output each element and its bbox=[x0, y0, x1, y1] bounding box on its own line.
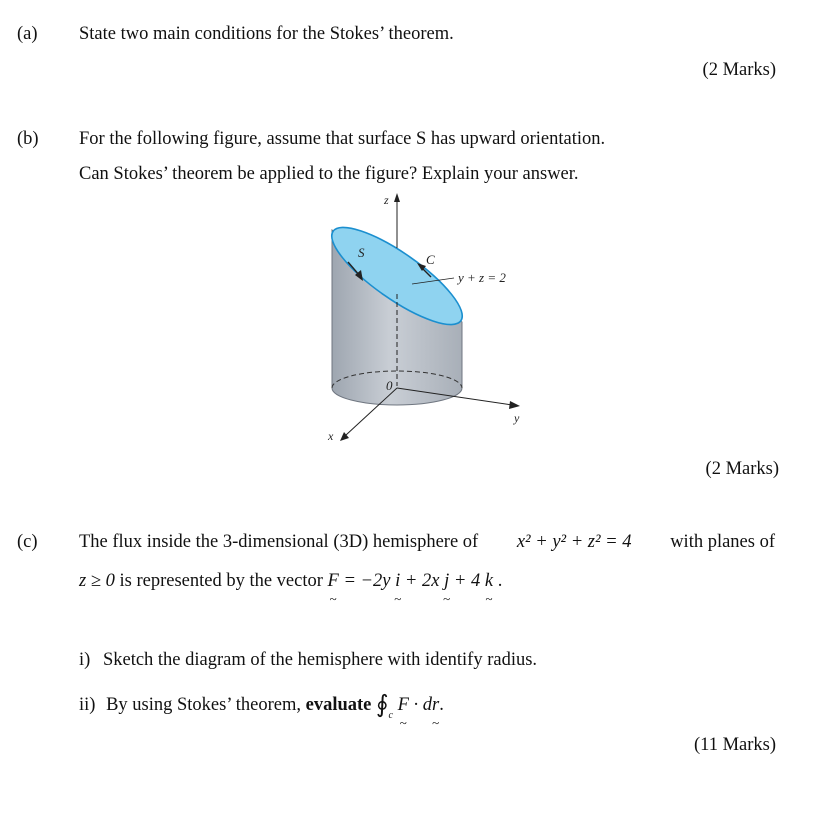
part-c-line1: The flux inside the 3-dimensional (3D) hemisphere of x² + y² + z² = 4 with planes of bbox=[79, 532, 775, 552]
part-c-sub-ii: ii) By using Stokes’ theorem, evaluate $∮_c$ F ~ · dr ~. bbox=[79, 688, 444, 719]
part-c-line2: z ≥ 0 is represented by the vector F ~ = −2y i ~ + 2x j ~ + 4 k ~ . bbox=[79, 571, 502, 592]
part-c-marks: (11 Marks) bbox=[693, 735, 776, 755]
y-axis-label: y bbox=[514, 411, 520, 425]
surface-label: S bbox=[358, 245, 365, 260]
part-b-label: (b) bbox=[17, 129, 39, 149]
part-a-label: (a) bbox=[17, 24, 38, 44]
origin-label: 0 bbox=[386, 378, 393, 393]
part-c-label: (c) bbox=[17, 532, 38, 552]
part-a-marks: (2 Marks) bbox=[702, 60, 776, 80]
part-b-line2: Can Stokes’ theorem be applied to the figure? Explain your answer. bbox=[79, 164, 579, 184]
x-axis-label: x bbox=[328, 429, 334, 443]
sphere-equation: x² + y² + z² = 4 bbox=[516, 532, 632, 552]
curve-label: C bbox=[426, 252, 435, 267]
stokes-figure bbox=[320, 190, 530, 445]
z-condition: z ≥ 0 bbox=[79, 571, 115, 591]
contour-integral-symbol: $∮_c$ bbox=[376, 692, 393, 721]
z-axis-label: z bbox=[384, 193, 389, 207]
part-b-line1: For the following figure, assume that surface S has upward orientation. bbox=[79, 129, 606, 149]
part-c-sub-i: i) Sketch the diagram of the hemisphere with identify radius. bbox=[79, 650, 538, 670]
z-axis-arrow bbox=[394, 193, 400, 202]
part-a-question: State two main conditions for the Stokes’ theorem. bbox=[79, 24, 454, 44]
plane-label: y + z = 2 bbox=[458, 270, 506, 285]
part-b-marks: (2 Marks) bbox=[705, 459, 779, 479]
y-axis-arrow bbox=[509, 401, 520, 409]
